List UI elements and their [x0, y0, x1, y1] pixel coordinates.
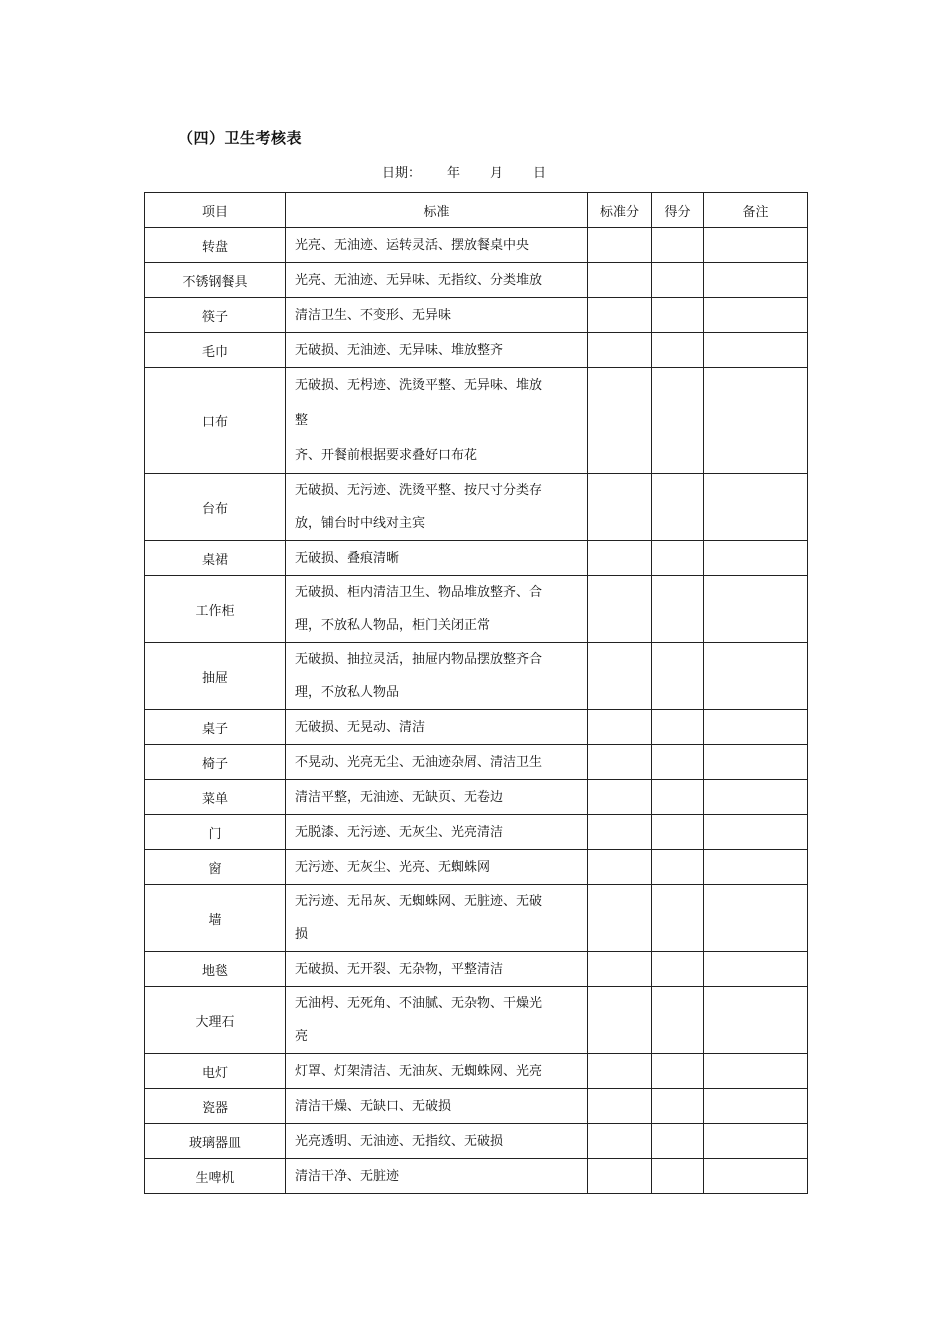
- row-remark-cell[interactable]: [704, 576, 808, 643]
- row-item: 菜单: [145, 780, 286, 815]
- row-standard-score-cell[interactable]: [588, 850, 652, 885]
- table-row: [145, 850, 808, 885]
- row-item: 窗: [145, 850, 286, 885]
- standard-line: 光亮、无油迹、无异味、无指纹、分类堆放: [295, 272, 543, 288]
- row-remark-cell[interactable]: [704, 541, 808, 576]
- row-standard: [286, 1054, 588, 1089]
- table-row: [145, 952, 808, 987]
- table-body: [145, 228, 808, 1194]
- header-standard-score: 标准分: [588, 193, 652, 228]
- date-month: 月: [490, 166, 504, 181]
- row-score-cell[interactable]: [652, 228, 704, 263]
- standard-line: 无污迹、无灰尘、光亮、无蜘蛛网: [295, 859, 491, 875]
- row-standard-score-cell[interactable]: [588, 1159, 652, 1194]
- page-title: （四）卫生考核表: [178, 129, 303, 147]
- row-item: 桌子: [145, 710, 286, 745]
- table-row: [145, 474, 808, 541]
- header-standard: 标准: [286, 193, 588, 228]
- table-row: [145, 263, 808, 298]
- table-row: [145, 1124, 808, 1159]
- standard-line: 无破损、叠痕清晰: [295, 550, 400, 566]
- standard-line: 清洁平整，无油迹、无缺页、无卷边: [295, 789, 504, 805]
- row-item: 台布: [145, 474, 286, 541]
- row-standard: [286, 850, 588, 885]
- row-standard-score-cell[interactable]: [588, 576, 652, 643]
- table-row: [145, 368, 808, 474]
- standard-line: 放，铺台时中线对主宾: [295, 516, 426, 531]
- row-standard: [286, 643, 588, 710]
- standard-line: 清洁干燥、无缺口、无破损: [295, 1098, 452, 1114]
- row-remark-cell[interactable]: [704, 987, 808, 1054]
- standard-line: 无破损、无开裂、无杂物，平整清洁: [295, 961, 504, 977]
- row-remark-cell[interactable]: [704, 815, 808, 850]
- row-remark-cell[interactable]: [704, 263, 808, 298]
- row-standard-score-cell[interactable]: [588, 333, 652, 368]
- row-standard-score-cell[interactable]: [588, 710, 652, 745]
- row-score-cell[interactable]: [652, 952, 704, 987]
- table-row: [145, 643, 808, 710]
- row-standard: [286, 780, 588, 815]
- standard-line: 光亮、无油迹、运转灵活、摆放餐桌中央: [295, 237, 530, 253]
- row-item: 电灯: [145, 1054, 286, 1089]
- row-standard: [286, 228, 588, 263]
- standard-line: 理，不放私人物品，柜门关闭正常: [295, 618, 491, 633]
- row-standard: [286, 952, 588, 987]
- row-score-cell[interactable]: [652, 368, 704, 474]
- standard-line: 理，不放私人物品: [295, 685, 400, 700]
- row-item: 不锈钢餐具: [145, 263, 286, 298]
- row-remark-cell[interactable]: [704, 643, 808, 710]
- row-standard-score-cell[interactable]: [588, 780, 652, 815]
- row-item: 桌裙: [145, 541, 286, 576]
- row-item: 口布: [145, 368, 286, 474]
- row-item: 生啤机: [145, 1159, 286, 1194]
- row-standard-score-cell[interactable]: [588, 1124, 652, 1159]
- row-standard: [286, 576, 588, 643]
- row-item: 工作柜: [145, 576, 286, 643]
- row-item: 毛巾: [145, 333, 286, 368]
- row-standard-score-cell[interactable]: [588, 298, 652, 333]
- row-score-cell[interactable]: [652, 576, 704, 643]
- row-standard-score-cell[interactable]: [588, 987, 652, 1054]
- row-item: 椅子: [145, 745, 286, 780]
- row-remark-cell[interactable]: [704, 952, 808, 987]
- row-item: 门: [145, 815, 286, 850]
- row-standard-score-cell[interactable]: [588, 474, 652, 541]
- row-standard: [286, 885, 588, 952]
- row-remark-cell[interactable]: [704, 368, 808, 474]
- table-row: [145, 541, 808, 576]
- row-item: 筷子: [145, 298, 286, 333]
- row-standard-score-cell[interactable]: [588, 952, 652, 987]
- table-row: [145, 710, 808, 745]
- row-remark-cell[interactable]: [704, 780, 808, 815]
- row-remark-cell[interactable]: [704, 745, 808, 780]
- row-remark-cell[interactable]: [704, 228, 808, 263]
- row-score-cell[interactable]: [652, 780, 704, 815]
- table-row: [145, 745, 808, 780]
- date-line: [382, 162, 546, 181]
- row-standard: [286, 1124, 588, 1159]
- table-row: [145, 1054, 808, 1089]
- date-label: 日期：: [382, 166, 422, 181]
- row-standard-score-cell[interactable]: [588, 745, 652, 780]
- row-standard-score-cell[interactable]: [588, 368, 652, 474]
- row-score-cell[interactable]: [652, 541, 704, 576]
- row-score-cell[interactable]: [652, 745, 704, 780]
- date-year: 年: [447, 166, 461, 181]
- row-remark-cell[interactable]: [704, 1054, 808, 1089]
- row-standard: [286, 263, 588, 298]
- row-item: 玻璃器皿: [145, 1124, 286, 1159]
- row-standard: [286, 474, 588, 541]
- row-standard-score-cell[interactable]: [588, 885, 652, 952]
- row-score-cell[interactable]: [652, 815, 704, 850]
- row-standard-score-cell[interactable]: [588, 1089, 652, 1124]
- row-standard: [286, 1089, 588, 1124]
- row-score-cell[interactable]: [652, 1124, 704, 1159]
- row-remark-cell[interactable]: [704, 710, 808, 745]
- row-score-cell[interactable]: [652, 1159, 704, 1194]
- table-row: [145, 987, 808, 1054]
- row-score-cell[interactable]: [652, 643, 704, 710]
- standard-line: 无油枵、无死角、不油腻、无杂物、干燥光: [295, 996, 543, 1011]
- row-standard-score-cell[interactable]: [588, 263, 652, 298]
- row-standard-score-cell[interactable]: [588, 1054, 652, 1089]
- row-standard: [286, 987, 588, 1054]
- row-remark-cell[interactable]: [704, 1124, 808, 1159]
- standard-line: 无污迹、无吊灰、无蜘蛛网、无脏迹、无破: [295, 894, 543, 909]
- standard-line: 整: [295, 413, 309, 428]
- row-standard: [286, 815, 588, 850]
- standard-line: 无破损、柜内清洁卫生、物品堆放整齐、合: [295, 585, 543, 600]
- standard-line: 清洁卫生、不变形、无异味: [295, 307, 452, 323]
- table-row: [145, 333, 808, 368]
- standard-line: 不晃动、光亮无尘、无油迹杂屑、清洁卫生: [295, 754, 543, 770]
- row-remark-cell[interactable]: [704, 1089, 808, 1124]
- hygiene-assessment-table: [144, 192, 808, 1194]
- standard-line: 无破损、无晃动、清洁: [295, 719, 426, 735]
- date-day: 日: [533, 166, 547, 181]
- row-remark-cell[interactable]: [704, 850, 808, 885]
- row-standard-score-cell[interactable]: [588, 541, 652, 576]
- row-score-cell[interactable]: [652, 263, 704, 298]
- table-row: [145, 885, 808, 952]
- row-item: 大理石: [145, 987, 286, 1054]
- standard-line: 清洁干净、无脏迹: [295, 1168, 400, 1184]
- row-standard: [286, 541, 588, 576]
- row-item: 墙: [145, 885, 286, 952]
- row-remark-cell[interactable]: [704, 885, 808, 952]
- row-standard: [286, 1159, 588, 1194]
- row-remark-cell[interactable]: [704, 333, 808, 368]
- row-item: 瓷器: [145, 1089, 286, 1124]
- standard-line: 亮: [295, 1029, 309, 1044]
- table-row: [145, 298, 808, 333]
- row-standard: [286, 710, 588, 745]
- standard-line: 损: [295, 927, 309, 942]
- standard-line: 无破损、抽拉灵活，抽屉内物品摆放整齐合: [295, 652, 543, 667]
- header-item: 项目: [145, 193, 286, 228]
- row-standard: [286, 368, 588, 474]
- header-remark: 备注: [704, 193, 808, 228]
- table-row: [145, 780, 808, 815]
- row-standard: [286, 745, 588, 780]
- standard-line: 无脱漆、无污迹、无灰尘、光亮清洁: [295, 824, 504, 840]
- row-score-cell[interactable]: [652, 1089, 704, 1124]
- standard-line: 灯罩、灯架清洁、无油灰、无蜘蛛网、光亮: [295, 1063, 543, 1079]
- row-score-cell[interactable]: [652, 710, 704, 745]
- row-standard-score-cell[interactable]: [588, 228, 652, 263]
- standard-line: 齐、开餐前根据要求叠好口布花: [295, 448, 478, 463]
- row-remark-cell[interactable]: [704, 1159, 808, 1194]
- standard-line: 无破损、无枵迹、洗烫平整、无异味、堆放: [295, 378, 543, 393]
- row-score-cell[interactable]: [652, 987, 704, 1054]
- row-standard: [286, 298, 588, 333]
- row-item: 地毯: [145, 952, 286, 987]
- table-row: [145, 576, 808, 643]
- row-item: 转盘: [145, 228, 286, 263]
- table-header-row: [145, 193, 808, 228]
- table-row: [145, 815, 808, 850]
- table-row: [145, 1089, 808, 1124]
- row-remark-cell[interactable]: [704, 298, 808, 333]
- row-score-cell[interactable]: [652, 1054, 704, 1089]
- row-score-cell[interactable]: [652, 333, 704, 368]
- row-score-cell[interactable]: [652, 298, 704, 333]
- row-standard-score-cell[interactable]: [588, 815, 652, 850]
- table-row: [145, 1159, 808, 1194]
- row-score-cell[interactable]: [652, 885, 704, 952]
- row-score-cell[interactable]: [652, 474, 704, 541]
- standard-line: 光亮透明、无油迹、无指纹、无破损: [295, 1133, 504, 1149]
- standard-line: 无破损、无油迹、无异味、堆放整齐: [295, 342, 504, 358]
- row-standard-score-cell[interactable]: [588, 643, 652, 710]
- standard-line: 无破损、无污迹、洗烫平整、按尺寸分类存: [295, 483, 543, 498]
- table-row: [145, 228, 808, 263]
- row-item: 抽屉: [145, 643, 286, 710]
- row-score-cell[interactable]: [652, 850, 704, 885]
- row-remark-cell[interactable]: [704, 474, 808, 541]
- header-score: 得分: [652, 193, 704, 228]
- row-standard: [286, 333, 588, 368]
